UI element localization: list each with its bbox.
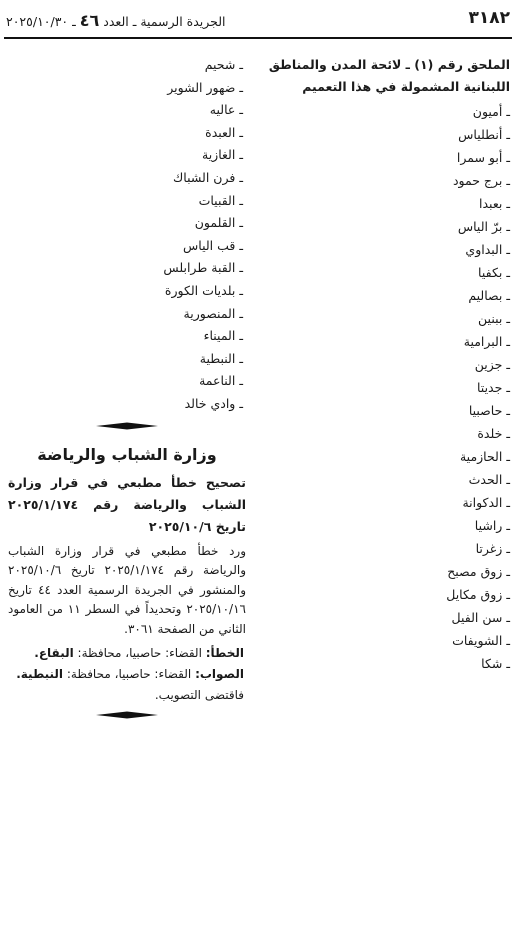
city-name: النبطية (199, 350, 236, 366)
city-name: شكا (481, 656, 503, 671)
correct-label: الصواب: (195, 667, 244, 681)
city-item (8, 370, 246, 393)
city-item (8, 99, 246, 122)
notice-title: تصحيح خطأ مطبعي في قرار وزارة الشباب والرياضة رقم ٢٠٢٥/١/١٧٤ تاريخ ٢٠٢٥/١٠/٦ (8, 474, 246, 534)
city-item (266, 330, 510, 353)
city-name: أميون (472, 104, 503, 119)
list-dash: ـ (239, 102, 243, 118)
issue-label: العدد (103, 14, 129, 29)
list-dash: ـ (239, 282, 243, 298)
city-name: العبدة (205, 124, 236, 140)
city-item (266, 537, 510, 560)
city-item (266, 169, 510, 192)
city-name: زوق مكايل (446, 587, 503, 602)
city-item (8, 348, 246, 371)
list-dash: ـ (506, 518, 510, 533)
header-info: الجريدة الرسمية ـ العدد ٤٦ ـ ٢٠٢٥/١٠/٣٠ (6, 11, 226, 30)
closing-line: فاقتضى التصويب. (154, 688, 244, 702)
list-dash: ـ (239, 237, 243, 253)
city-item (8, 77, 246, 100)
city-name: ضهور الشوير (167, 79, 236, 95)
list-dash: ـ (506, 219, 510, 234)
city-item (8, 303, 246, 326)
city-name: بصاليم (468, 288, 503, 303)
list-dash: ـ (239, 192, 243, 208)
city-item (8, 144, 246, 167)
list-dash: ـ (506, 242, 510, 257)
error-text: القضاء: حاصبيا، محافظة: (77, 646, 202, 660)
city-item (266, 284, 510, 307)
gazette-name: الجريدة الرسمية (140, 14, 226, 29)
city-item (266, 146, 510, 169)
list-dash: ـ (506, 150, 510, 165)
city-item (8, 212, 246, 235)
list-dash: ـ (506, 656, 510, 671)
city-name: القبيات (198, 192, 236, 208)
city-name: وادي خالد (184, 395, 236, 411)
city-name: الشويفات (452, 633, 503, 648)
list-dash: ـ (239, 260, 243, 276)
cities-list-right (266, 100, 510, 675)
list-dash: ـ (506, 449, 510, 464)
list-dash: ـ (506, 403, 510, 418)
list-dash: ـ (506, 127, 510, 142)
city-item (266, 491, 510, 514)
city-name: شحيم (204, 57, 236, 72)
city-item (8, 257, 246, 280)
ministry-title: وزارة الشباب والرياضة (37, 444, 217, 464)
city-item (266, 100, 510, 123)
list-dash: ـ (239, 328, 243, 344)
list-dash: ـ (506, 426, 510, 441)
list-dash: ـ (239, 350, 243, 366)
city-name: الناعمة (199, 373, 236, 389)
city-item (266, 606, 510, 629)
list-dash: ـ (239, 147, 243, 163)
city-item (266, 399, 510, 422)
city-item (8, 190, 246, 213)
city-item (8, 54, 246, 77)
list-dash: ـ (506, 334, 510, 349)
city-item (8, 167, 246, 190)
city-item (266, 307, 510, 330)
city-name: الغازية (202, 147, 236, 163)
city-item (266, 192, 510, 215)
city-item (266, 445, 510, 468)
list-dash: ـ (506, 288, 510, 303)
list-dash: ـ (506, 495, 510, 510)
notice-body: ورد خطأ مطبعي في قرار وزارة الشباب والرياضة رقم ٢٠٢٥/١/١٧٤ تاريخ ٢٠٢٥/١٠/٦ والمنشور في الجريدة الرسمية العدد ٤٤ تاريخ ٢٠٢٥/١٠/١٦ وتحديداً في السطر ١١ من العامود الثاني من الصفحة ٣٠٦١. (8, 543, 246, 636)
city-name: قب الياس (183, 237, 236, 253)
error-label: الخطأ: (205, 646, 244, 660)
error-line (8, 643, 246, 664)
right-column (266, 54, 510, 675)
list-dash: ـ (506, 564, 510, 579)
city-name: حاصبيا (468, 403, 503, 418)
city-name: راشيا (474, 518, 503, 533)
city-name: القلمون (194, 215, 236, 231)
list-dash: ـ (506, 173, 510, 188)
list-dash: ـ (506, 357, 510, 372)
header-divider (4, 37, 512, 39)
list-dash: ـ (506, 633, 510, 648)
annex-title: الملحق رقم (١) ـ لائحة المدن والمناطق اللبنانية المشمولة في هذا التعميم (268, 57, 510, 94)
city-name: أبو سمرا (456, 150, 503, 165)
city-name: زغرتا (475, 541, 503, 556)
issue-number: ٤٦ (79, 11, 100, 30)
city-item (8, 122, 246, 145)
list-dash: ـ (506, 610, 510, 625)
list-dash: ـ (239, 79, 243, 95)
city-name: زوق مصبح (447, 564, 503, 579)
list-dash: ـ (239, 373, 243, 389)
page-header (6, 8, 510, 34)
city-item (266, 583, 510, 606)
list-dash: ـ (239, 57, 243, 72)
ornament-divider (96, 421, 158, 431)
page-number: ٣١٨٢ (468, 8, 510, 28)
city-name: جديتا (476, 380, 503, 395)
cities-list-left (8, 54, 246, 416)
city-name: ببنين (478, 311, 503, 326)
city-name: برّ الياس (457, 219, 503, 234)
city-name: الحازمية (459, 449, 503, 464)
list-dash: ـ (506, 196, 510, 211)
ornament-divider-bottom (96, 710, 158, 720)
list-dash: ـ (506, 587, 510, 602)
city-name: برج حمود (452, 173, 503, 188)
city-item (8, 325, 246, 348)
city-name: خلدة (477, 426, 503, 441)
city-name: الميناء (203, 328, 236, 344)
issue-date: ٢٠٢٥/١٠/٣٠ (6, 14, 69, 29)
list-dash: ـ (239, 124, 243, 140)
city-item (266, 514, 510, 537)
city-name: القبة طرابلس (163, 260, 236, 276)
city-item (8, 393, 246, 416)
city-item (266, 422, 510, 445)
city-name: عاليه (209, 102, 236, 118)
city-name: الدكوانة (462, 495, 503, 510)
city-item (266, 652, 510, 675)
city-name: البرامية (463, 334, 503, 349)
city-name: فرن الشباك (173, 169, 236, 185)
error-value: البقاع. (34, 646, 74, 660)
list-dash: ـ (506, 541, 510, 556)
list-dash: ـ (506, 311, 510, 326)
city-item (266, 629, 510, 652)
city-name: البداوي (465, 242, 503, 257)
city-item (8, 235, 246, 258)
list-dash: ـ (506, 380, 510, 395)
city-name: أنطلياس (458, 127, 503, 142)
correction-line (8, 664, 246, 685)
city-item (266, 468, 510, 491)
list-dash: ـ (239, 305, 243, 321)
city-item (266, 560, 510, 583)
city-name: المنصورية (183, 305, 236, 321)
list-dash: ـ (506, 104, 510, 119)
city-name: بلديات الكورة (164, 282, 236, 298)
city-name: بعبدا (479, 196, 503, 211)
city-item (266, 238, 510, 261)
city-item (266, 353, 510, 376)
city-item (266, 261, 510, 284)
list-dash: ـ (239, 169, 243, 185)
list-dash: ـ (239, 215, 243, 231)
list-dash: ـ (506, 265, 510, 280)
city-item (266, 215, 510, 238)
city-item (266, 376, 510, 399)
city-name: بكفيا (478, 265, 503, 280)
left-column (8, 54, 246, 720)
city-name: سن الفيل (451, 610, 503, 625)
list-dash: ـ (239, 395, 243, 411)
correct-text: القضاء: حاصبيا، محافظة: (66, 667, 192, 681)
city-item (8, 280, 246, 303)
city-item (266, 123, 510, 146)
city-name: جزين (474, 357, 503, 372)
list-dash: ـ (506, 472, 510, 487)
correct-value: النبطية. (16, 667, 64, 681)
city-name: الحدث (468, 472, 503, 487)
